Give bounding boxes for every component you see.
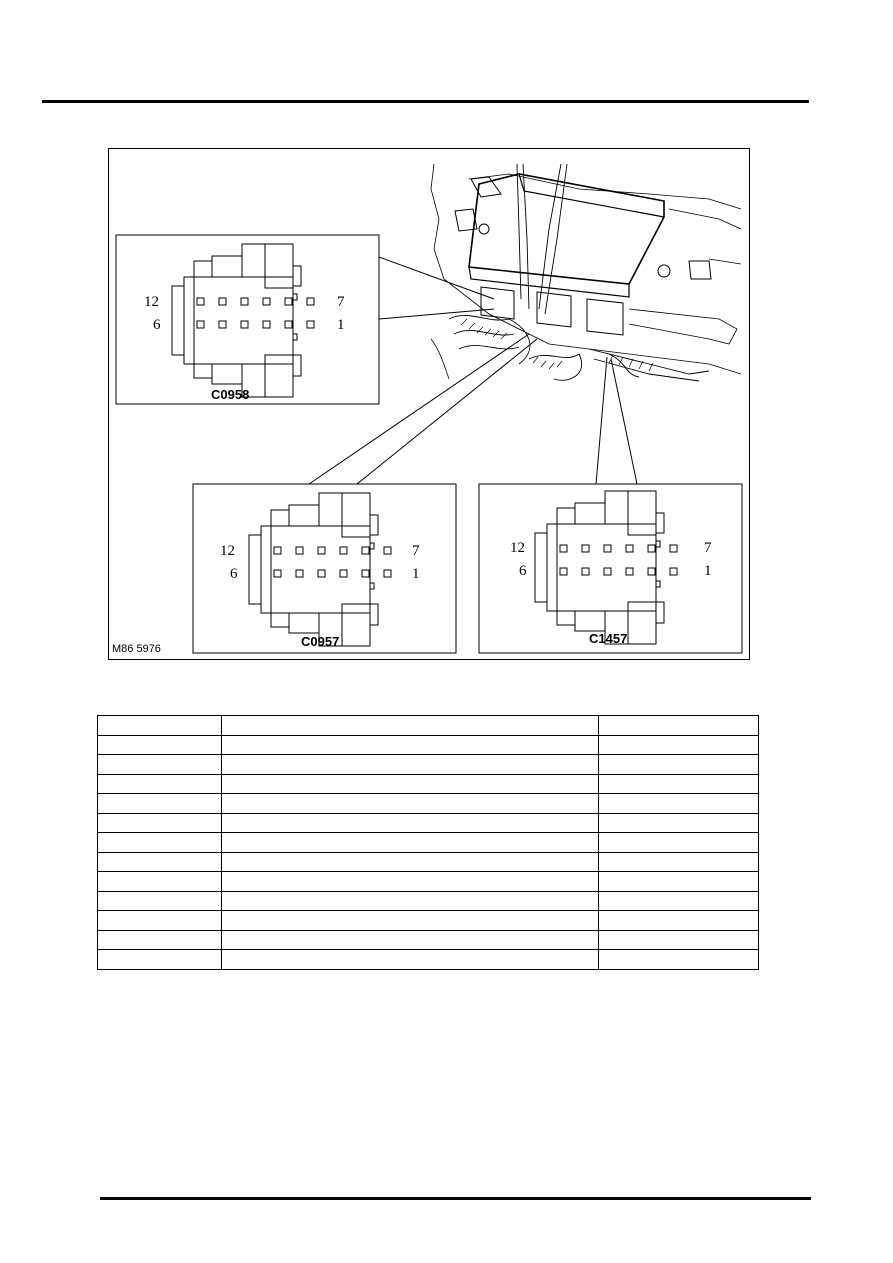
table-cell [98, 774, 222, 794]
connector-figure [108, 148, 750, 660]
table-row [98, 911, 759, 931]
table-row [98, 794, 759, 814]
table-cell [222, 833, 599, 853]
table-cell [222, 813, 599, 833]
table-cell [599, 872, 759, 892]
figure-reference: M86 5976 [112, 643, 161, 655]
table-cell [222, 755, 599, 775]
table-cell [222, 716, 599, 736]
c1457-pin-7: 7 [704, 540, 712, 556]
table-cell [222, 774, 599, 794]
connector-illustration [109, 149, 751, 661]
table-cell [222, 872, 599, 892]
table-cell [599, 716, 759, 736]
table-cell [599, 774, 759, 794]
table-row [98, 950, 759, 970]
table-cell [599, 833, 759, 853]
table-cell [599, 911, 759, 931]
table-cell [599, 852, 759, 872]
table-cell [98, 891, 222, 911]
table-cell [599, 735, 759, 755]
c0958-pin-12: 12 [144, 294, 159, 310]
table-cell [599, 930, 759, 950]
c0957-pin-12: 12 [220, 543, 235, 559]
table-row [98, 891, 759, 911]
table-cell [599, 794, 759, 814]
table-row [98, 833, 759, 853]
table-cell [222, 911, 599, 931]
table-row [98, 735, 759, 755]
table-cell [98, 852, 222, 872]
c0957-pin-1: 1 [412, 566, 420, 582]
table-row [98, 930, 759, 950]
table-cell [98, 872, 222, 892]
c0957-pin-7: 7 [412, 543, 420, 559]
table-cell [222, 930, 599, 950]
table-row [98, 852, 759, 872]
c1457-label: C1457 [589, 631, 628, 646]
c0958-label: C0958 [211, 387, 250, 402]
table-row [98, 872, 759, 892]
table-cell [222, 891, 599, 911]
pin-table-body [98, 716, 759, 970]
c0957-pin-6: 6 [230, 566, 238, 582]
table-cell [222, 794, 599, 814]
table-cell [222, 950, 599, 970]
header-rule [42, 100, 809, 103]
table-cell [98, 716, 222, 736]
table-row [98, 755, 759, 775]
ecu-module-drawing [431, 164, 741, 381]
table-cell [98, 813, 222, 833]
c0957-label: C0957 [301, 634, 340, 649]
table-cell [98, 755, 222, 775]
table-cell [98, 833, 222, 853]
table-cell [599, 891, 759, 911]
table-cell [599, 813, 759, 833]
table-cell [599, 950, 759, 970]
footer-rule [100, 1197, 811, 1200]
table-cell [98, 930, 222, 950]
c0958-pin-1: 1 [337, 317, 345, 333]
table-cell [222, 852, 599, 872]
table-row [98, 716, 759, 736]
table-cell [98, 950, 222, 970]
table-cell [222, 735, 599, 755]
c1457-pin-6: 6 [519, 563, 527, 579]
table-row [98, 774, 759, 794]
table-cell [98, 911, 222, 931]
c1457-pin-1: 1 [704, 563, 712, 579]
c1457-pin-12: 12 [510, 540, 525, 556]
table-cell [98, 794, 222, 814]
c0958-pin-7: 7 [337, 294, 345, 310]
table-cell [98, 735, 222, 755]
table-row [98, 813, 759, 833]
pin-table [97, 715, 759, 970]
table-cell [599, 755, 759, 775]
c0958-pin-6: 6 [153, 317, 161, 333]
